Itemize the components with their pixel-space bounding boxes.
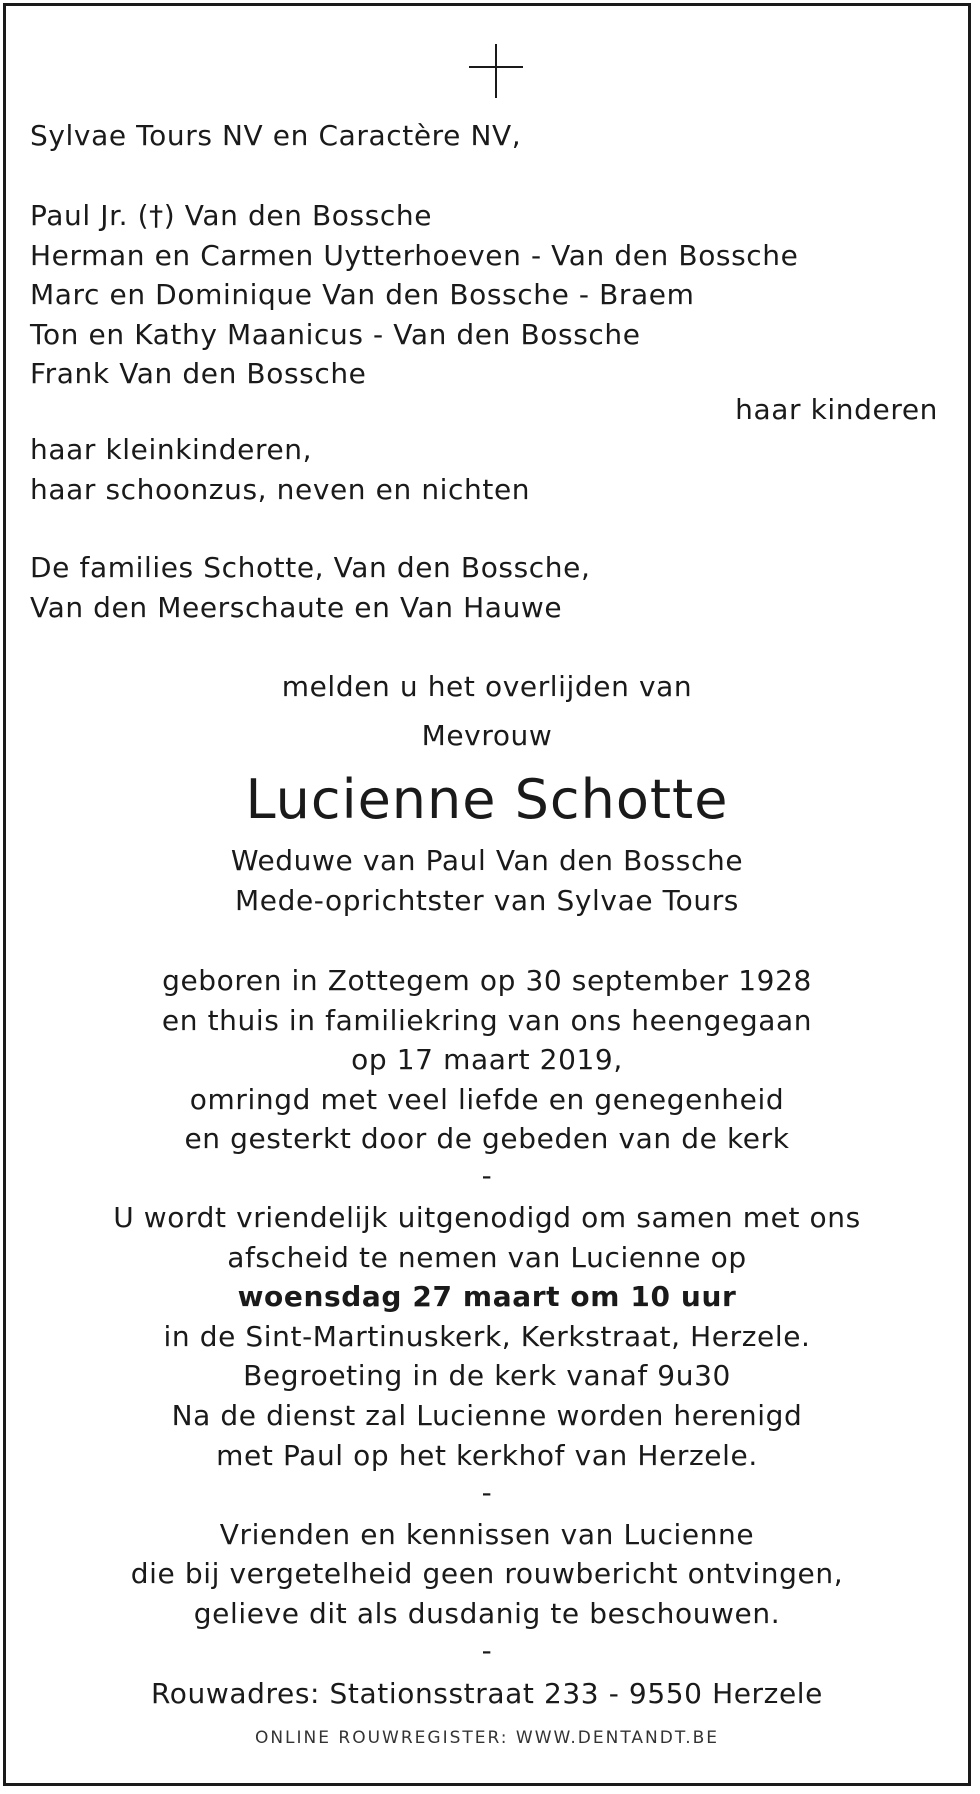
obituary-card [3, 3, 971, 1786]
notice-line: Vrienden en kennissen van Lucienne [219, 1518, 755, 1551]
burial-line: met Paul op het kerkhof van Herzele. [216, 1439, 758, 1472]
relatives-line: haar schoonzus, neven en nichten [30, 473, 531, 506]
families-line: Van den Meerschaute en Van Hauwe [30, 591, 563, 624]
life-line: omringd met veel liefde en genegenheid [189, 1083, 785, 1116]
mourning-address: Rouwadres: Stationsstraat 233 - 9550 Herzele [151, 1677, 823, 1710]
invite-line: U wordt vriendelijk uitgenodigd om samen met ons [113, 1201, 861, 1234]
life-line: op 17 maart 2019, [351, 1043, 623, 1076]
ceremony-location: in de Sint-Martinuskerk, Kerkstraat, Herzele. [163, 1320, 811, 1353]
announcer-companies: Sylvae Tours NV en Caractère NV, [30, 119, 522, 152]
notice-line: die bij vergetelheid geen rouwbericht ontvingen, [130, 1557, 844, 1590]
ceremony-date-time: woensdag 27 maart om 10 uur [237, 1280, 737, 1313]
announcement-line: melden u het overlijden van [281, 670, 693, 703]
greeting-line: Begroeting in de kerk vanaf 9u30 [243, 1359, 731, 1392]
children-label: haar kinderen [735, 393, 938, 426]
grandchildren-line: haar kleinkinderen, [30, 433, 313, 466]
description-line: Mede-oprichtster van Sylvae Tours [234, 884, 739, 917]
child-line: Marc en Dominique Van den Bossche - Braem [30, 278, 695, 311]
title-line: Mevrouw [421, 719, 553, 752]
child-line: Ton en Kathy Maanicus - Van den Bossche [30, 318, 641, 351]
child-line: Herman en Carmen Uytterhoeven - Van den Bossche [30, 239, 799, 272]
burial-line: Na de dienst zal Lucienne worden herenigd [171, 1399, 803, 1432]
life-line: geboren in Zottegem op 30 september 1928 [162, 964, 812, 997]
online-register: ONLINE ROUWREGISTER: WWW.DENTANDT.BE [254, 1728, 720, 1748]
description-line: Weduwe van Paul Van den Bossche [230, 844, 744, 877]
notice-line: gelieve dit als dusdanig te beschouwen. [193, 1597, 781, 1630]
families-line: De families Schotte, Van den Bossche, [30, 551, 591, 584]
child-line: Frank Van den Bossche [30, 357, 367, 390]
separator: - [481, 1159, 493, 1192]
life-line: en gesterkt door de gebeden van de kerk [184, 1122, 790, 1155]
deceased-name: Lucienne Schotte [245, 768, 729, 831]
separator: - [481, 1634, 493, 1667]
separator: - [481, 1476, 493, 1509]
invite-line: afscheid te nemen van Lucienne op [227, 1241, 747, 1274]
life-line: en thuis in familiekring van ons heengegaan [161, 1004, 813, 1037]
cross-icon [469, 44, 523, 98]
child-line: Paul Jr. (†) Van den Bossche [30, 199, 433, 232]
